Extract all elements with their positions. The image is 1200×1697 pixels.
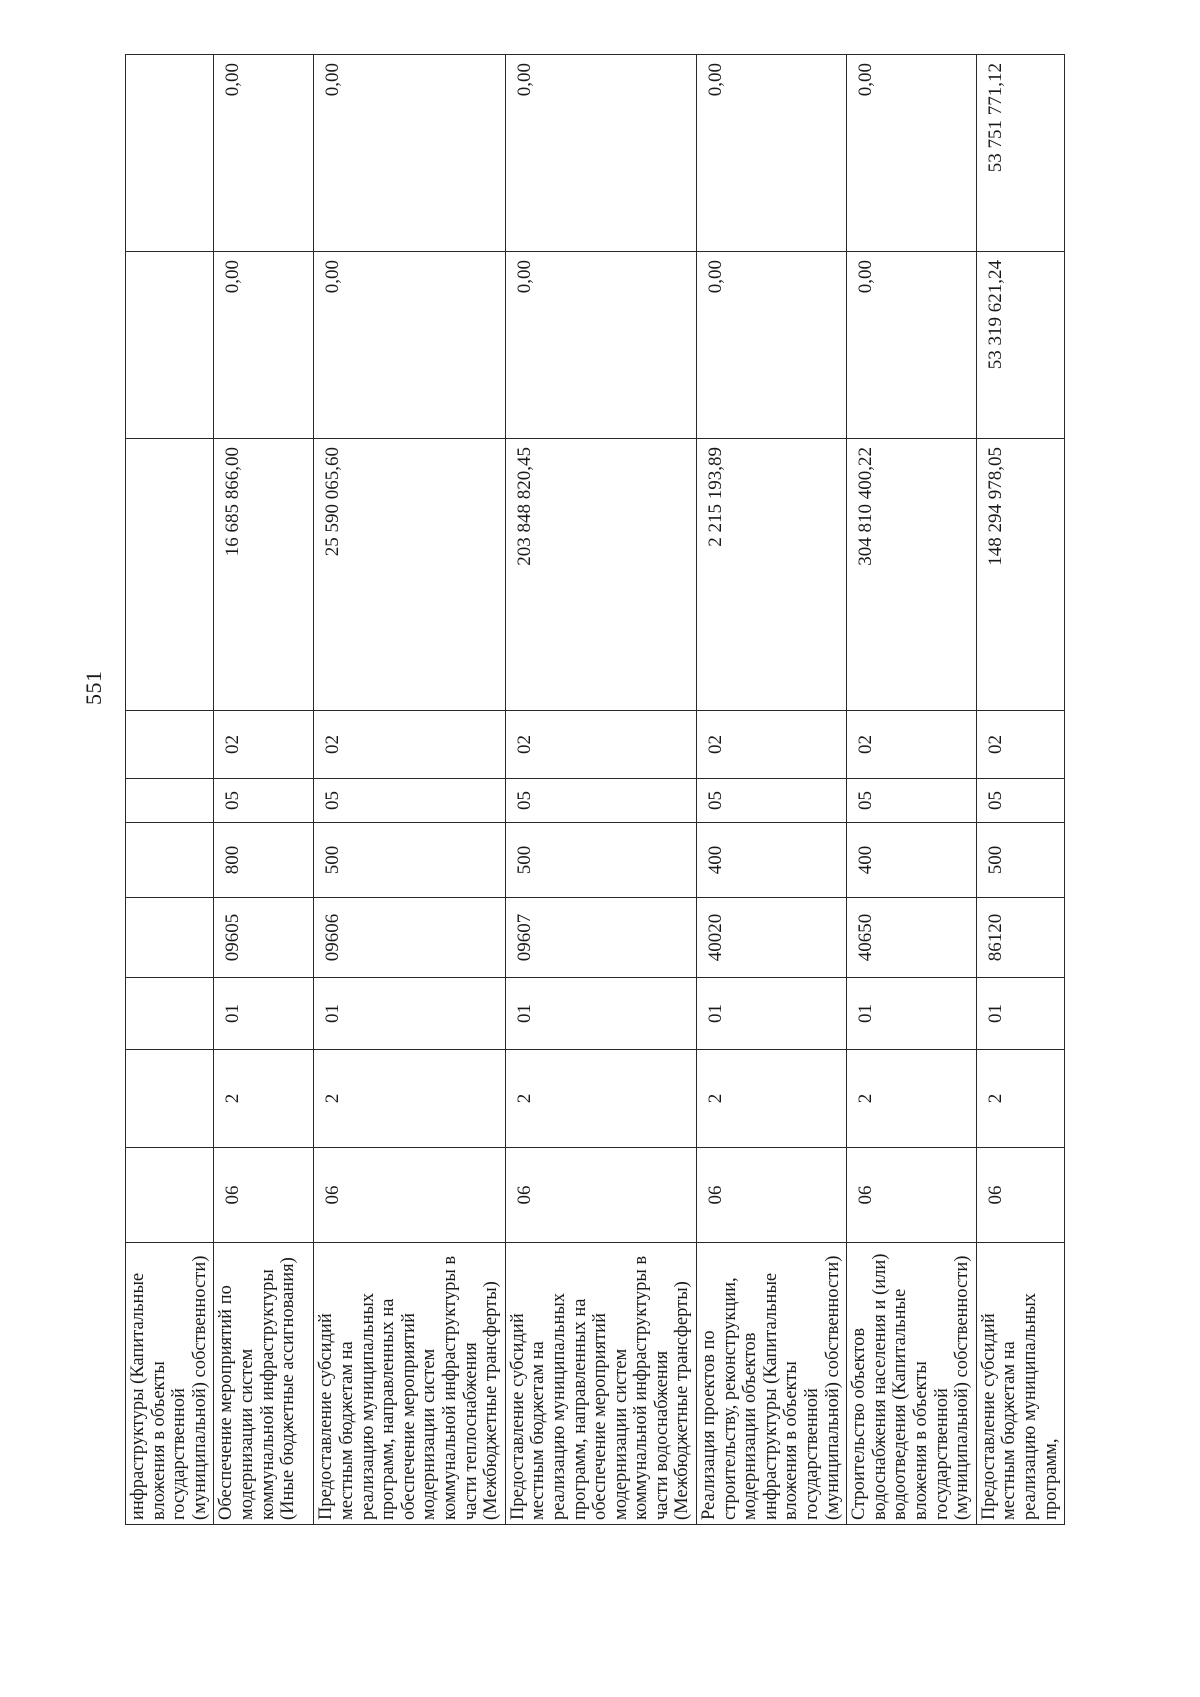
cell-c3: 01 [505,978,696,1050]
cell-c7 [126,711,214,779]
cell-amount-1 [126,439,214,711]
cell-amount-2: 0,00 [697,252,847,439]
row-description: Предоставление субсидий местным бюджетам на реализацию муниципальных программ, направленных на обеспечение мероприятий модернизации систем коммунальной инфраструктуры в части теплоснабжения (Межбюджетные трансферты) [314,1243,505,1525]
cell-amount-2 [126,252,214,439]
cell-c1 [126,1148,214,1243]
cell-c4 [126,898,214,978]
cell-amount-1: 304 810 400,22 [847,439,977,711]
row-description: инфраструктуры (Капитальные вложения в объекты государственной (муниципальной) собственности) [126,1243,214,1525]
cell-amount-3: 0,00 [697,55,847,252]
row-description: Строительство объектов водоснабжения населения и (или) водоотведения (Капитальные вложения в объекты государственной (муниципальной) собственности) [847,1243,977,1525]
cell-c5: 800 [214,823,314,898]
cell-c4: 40650 [847,898,977,978]
cell-c3: 01 [214,978,314,1050]
cell-c1: 06 [214,1148,314,1243]
budget-table [125,54,1065,1525]
table-row [697,55,847,1525]
cell-amount-2: 0,00 [314,252,505,439]
cell-amount-1: 2 215 193,89 [697,439,847,711]
cell-c6: 05 [697,779,847,823]
cell-c4: 40020 [697,898,847,978]
cell-c2: 2 [847,1050,977,1148]
cell-amount-3: 53 751 771,12 [976,55,1064,252]
cell-c2: 2 [697,1050,847,1148]
cell-c6: 05 [505,779,696,823]
cell-c5: 500 [976,823,1064,898]
cell-c1: 06 [697,1148,847,1243]
cell-c2: 2 [214,1050,314,1148]
cell-amount-3 [126,55,214,252]
cell-amount-2: 53 319 621,24 [976,252,1064,439]
row-description: Предоставление субсидий местным бюджетам на реализацию муниципальных программ, [976,1243,1064,1525]
rotated-page-sheet [81,55,1105,1525]
cell-amount-1: 25 590 065,60 [314,439,505,711]
table-row [214,55,314,1525]
row-description: Обеспечение мероприятий по модернизации систем коммунальной инфраструктуры (Иные бюджетные ассигнования) [214,1243,314,1525]
cell-c3 [126,978,214,1050]
table-row [314,55,505,1525]
cell-c4: 09607 [505,898,696,978]
cell-amount-3: 0,00 [847,55,977,252]
cell-c6: 05 [847,779,977,823]
cell-amount-2: 0,00 [847,252,977,439]
cell-c6: 05 [214,779,314,823]
cell-c7: 02 [976,711,1064,779]
cell-c6: 05 [314,779,505,823]
cell-c1: 06 [847,1148,977,1243]
page-number: 551 [81,670,106,705]
cell-amount-3: 0,00 [505,55,696,252]
cell-c3: 01 [976,978,1064,1050]
table-row [126,55,214,1525]
cell-amount-3: 0,00 [214,55,314,252]
cell-c6: 05 [976,779,1064,823]
cell-amount-1: 203 848 820,45 [505,439,696,711]
cell-c5: 400 [697,823,847,898]
cell-c3: 01 [697,978,847,1050]
cell-c7: 02 [697,711,847,779]
cell-c7: 02 [505,711,696,779]
cell-c5: 400 [847,823,977,898]
cell-c1: 06 [976,1148,1064,1243]
cell-c7: 02 [214,711,314,779]
table-row [847,55,977,1525]
cell-c7: 02 [847,711,977,779]
cell-c3: 01 [314,978,505,1050]
cell-amount-1: 16 685 866,00 [214,439,314,711]
cell-c4: 86120 [976,898,1064,978]
cell-c1: 06 [314,1148,505,1243]
cell-c2: 2 [314,1050,505,1148]
cell-c7: 02 [314,711,505,779]
cell-c3: 01 [847,978,977,1050]
row-description: Реализация проектов по строительству, реконструкции, модернизации объектов инфраструктуры (Капитальные вложения в объекты государственной (муниципальной) собственности) [697,1243,847,1525]
cell-c2: 2 [505,1050,696,1148]
cell-amount-2: 0,00 [214,252,314,439]
cell-c2: 2 [976,1050,1064,1148]
cell-c4: 09606 [314,898,505,978]
cell-c5 [126,823,214,898]
cell-c5: 500 [314,823,505,898]
cell-amount-2: 0,00 [505,252,696,439]
table-row [505,55,696,1525]
cell-c2 [126,1050,214,1148]
cell-c4: 09605 [214,898,314,978]
cell-c6 [126,779,214,823]
row-description: Предоставление субсидий местным бюджетам на реализацию муниципальных программ, направленных на обеспечение мероприятий модернизации систем коммунальной инфраструктуры в части водоснабжения (Межбюджетные трансферты) [505,1243,696,1525]
cell-c5: 500 [505,823,696,898]
cell-c1: 06 [505,1148,696,1243]
table-row [976,55,1064,1525]
cell-amount-1: 148 294 978,05 [976,439,1064,711]
cell-amount-3: 0,00 [314,55,505,252]
